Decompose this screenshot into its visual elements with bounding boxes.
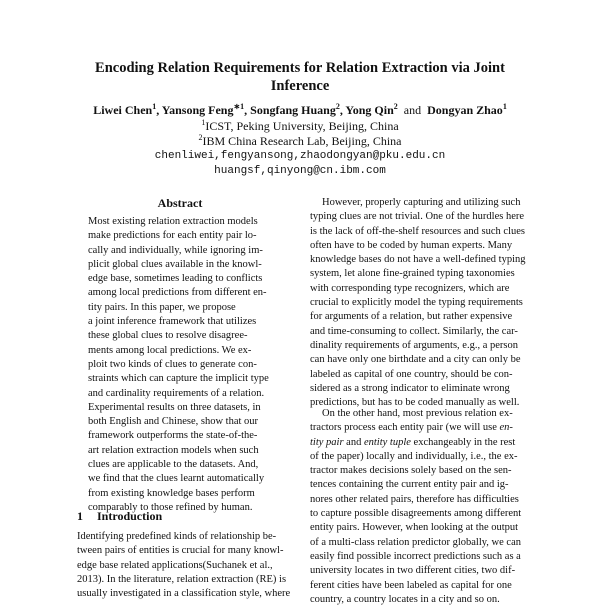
author-affiliation-mark: 1 xyxy=(152,102,157,111)
body-paragraph xyxy=(310,196,526,410)
abstract-line: ploit two kinds of clues to generate con- xyxy=(88,358,257,370)
abstract-line: we find that the clues learnt automatically xyxy=(88,473,265,485)
emphasized-term: en- xyxy=(499,422,513,434)
body-line: tractor makes decisions solely based on the sen- xyxy=(310,465,512,477)
body-line: with corresponding type recognizers, which are xyxy=(310,282,510,294)
body-line: On the other hand, most previous relation ex- xyxy=(322,408,513,419)
abstract-line: and cardinality requirements of a relation. xyxy=(88,387,265,399)
section-title: Introduction xyxy=(97,509,163,523)
affiliation-mark: 2 xyxy=(198,133,203,142)
abstract-line: Experimental results on three datasets, in xyxy=(88,401,261,413)
abstract-line: cally and individually, while ignoring im- xyxy=(88,244,263,256)
body-text: and xyxy=(343,436,364,448)
paper-title xyxy=(60,59,540,95)
title-line: Encoding Relation Requirements for Relation Extraction via Joint xyxy=(95,60,505,76)
body-line: of the paper) locally and individually, i.e., the ex- xyxy=(310,450,518,462)
author-conjunction: and xyxy=(403,103,422,117)
affiliation-text: ICST, Peking University, Beijing, China xyxy=(205,119,399,133)
author-name: Songfang Huang xyxy=(250,103,336,117)
affiliation xyxy=(40,119,560,134)
body-line xyxy=(310,421,518,435)
body-text: exchangeably in the rest xyxy=(410,436,516,448)
author-affiliation-mark: 1 xyxy=(502,102,507,111)
body-line: system, let alone fine-grained typing taxonomies xyxy=(310,268,515,280)
body-text: tractors process each entity pair (we will use xyxy=(310,422,500,434)
author-email: chenliwei,fengyansong,zhaodongyan@pku.edu.cn xyxy=(154,150,446,162)
author-email: huangsf,qinyong@cn.ibm.com xyxy=(214,165,386,177)
body-line: to capture possible disagreements among different xyxy=(310,508,522,520)
body-line: nores other related pairs, therefore has difficulties xyxy=(310,493,519,505)
abstract-line: framework outperforms the state-of-the- xyxy=(88,430,258,442)
body-line: predictions, but has to be coded manually as well. xyxy=(310,397,520,409)
body-line: university locates in two different cities, two dif- xyxy=(310,565,516,577)
section-number: 1 xyxy=(77,509,83,523)
abstract-line: make predictions for each entity pair lo- xyxy=(88,230,257,242)
section-heading xyxy=(77,509,283,524)
abstract-line: from existing knowledge bases perform xyxy=(88,487,255,499)
body-line: is the lack of off-the-shelf resources and such clues xyxy=(310,225,525,237)
abstract-line: edge base, sometimes leading to conflicts xyxy=(88,273,263,285)
intro-line: edge base related applications(Suchanek et al., xyxy=(77,559,273,571)
author-affiliation-mark: ∗1 xyxy=(233,102,245,111)
abstract-line: straints which can capture the implicit type xyxy=(88,373,269,385)
affiliation xyxy=(40,134,560,149)
abstract-line: both English and Chinese, show that our xyxy=(88,416,259,428)
body-line: of a multi-class relation predictor globally, we can xyxy=(310,536,521,548)
author-affiliation-mark: 2 xyxy=(393,102,398,111)
author-name: Yansong Feng xyxy=(161,103,234,117)
body-line: entity pairs. However, when looking at the output xyxy=(310,522,519,534)
body-line: for arguments of a relation, but rather expensive xyxy=(310,311,513,323)
intro-line: tween pairs of entities is crucial for many knowl- xyxy=(77,545,284,557)
body-line: sidered as a strong indicator to eliminate wrong xyxy=(310,382,510,394)
author-affiliation-mark: 2 xyxy=(335,102,340,111)
body-line: easily find possible incorrect predictions such as a xyxy=(310,550,521,562)
intro-line: 2013). In the literature, relation extraction (RE) is xyxy=(77,573,287,585)
abstract-line: Most existing relation extraction models xyxy=(88,216,258,227)
body-line: and time-consuming to collect. Similarly, the car- xyxy=(310,325,518,337)
emphasized-term: tity pair xyxy=(310,436,344,448)
title-line: Inference xyxy=(270,78,330,94)
abstract-heading: Abstract xyxy=(157,196,203,210)
abstract-line: a joint inference framework that utilizes xyxy=(88,316,257,328)
abstract-line: clues are applicable to the datasets. And, xyxy=(88,459,259,471)
body-line: knowledge bases do not have a well-defined typing xyxy=(310,254,526,266)
body-line: tences containing the current entity pair and ig- xyxy=(310,479,509,491)
introduction-body xyxy=(77,530,291,601)
intro-line: usually investigated in a classification style, where xyxy=(77,588,291,600)
author-name: Yong Qin xyxy=(345,103,394,117)
abstract-line: art relation extraction models when such xyxy=(88,444,259,456)
author-name: Dongyan Zhao xyxy=(427,103,503,117)
abstract-line: plicit global clues available in the knowl- xyxy=(88,258,262,270)
body-line: can have only one birthdate and a city can only be xyxy=(310,354,521,366)
body-line: often have to be coded by human experts. Many xyxy=(310,239,513,251)
body-paragraph xyxy=(310,407,522,607)
body-line: country, a country locates in a city and so on. xyxy=(310,593,500,605)
abstract-line: these global clues to resolve disagree- xyxy=(88,330,248,342)
intro-line: Identifying predefined kinds of relationship be- xyxy=(77,531,277,542)
emphasized-term: entity tuple xyxy=(363,436,411,448)
body-line: typing clues are not trivial. One of the hurdles here xyxy=(310,211,525,223)
abstract-line: among local predictions from different en- xyxy=(88,287,267,299)
affiliation-text: IBM China Research Lab, Beijing, China xyxy=(202,134,402,148)
abstract-line: ments among local predictions. We ex- xyxy=(88,344,252,356)
body-line xyxy=(310,436,518,450)
body-line: crucial to explicitly model the typing requirements xyxy=(310,297,523,309)
body-line: ferent cities have been labeled as capital for one xyxy=(310,579,512,591)
body-line: dinality requirements of arguments, e.g., a person xyxy=(310,339,519,351)
abstract-line: comparably to those refined by human. xyxy=(88,501,253,513)
body-line: However, properly capturing and utilizing such xyxy=(322,197,521,208)
body-line: labeled as capital of one country, should be con- xyxy=(310,368,513,380)
abstract-line: tity pairs. In this paper, we propose xyxy=(88,301,236,313)
affiliation-mark: 1 xyxy=(201,118,206,127)
author-name: Liwei Chen xyxy=(93,103,153,117)
author-list: Liwei Chen$^1$, Yansong Feng$^{∗1}$, Songfang Huang$^2$, Yong Qin$^2$ and Dongyan Zhao$^1$ xyxy=(93,102,507,117)
abstract-body xyxy=(88,215,272,515)
